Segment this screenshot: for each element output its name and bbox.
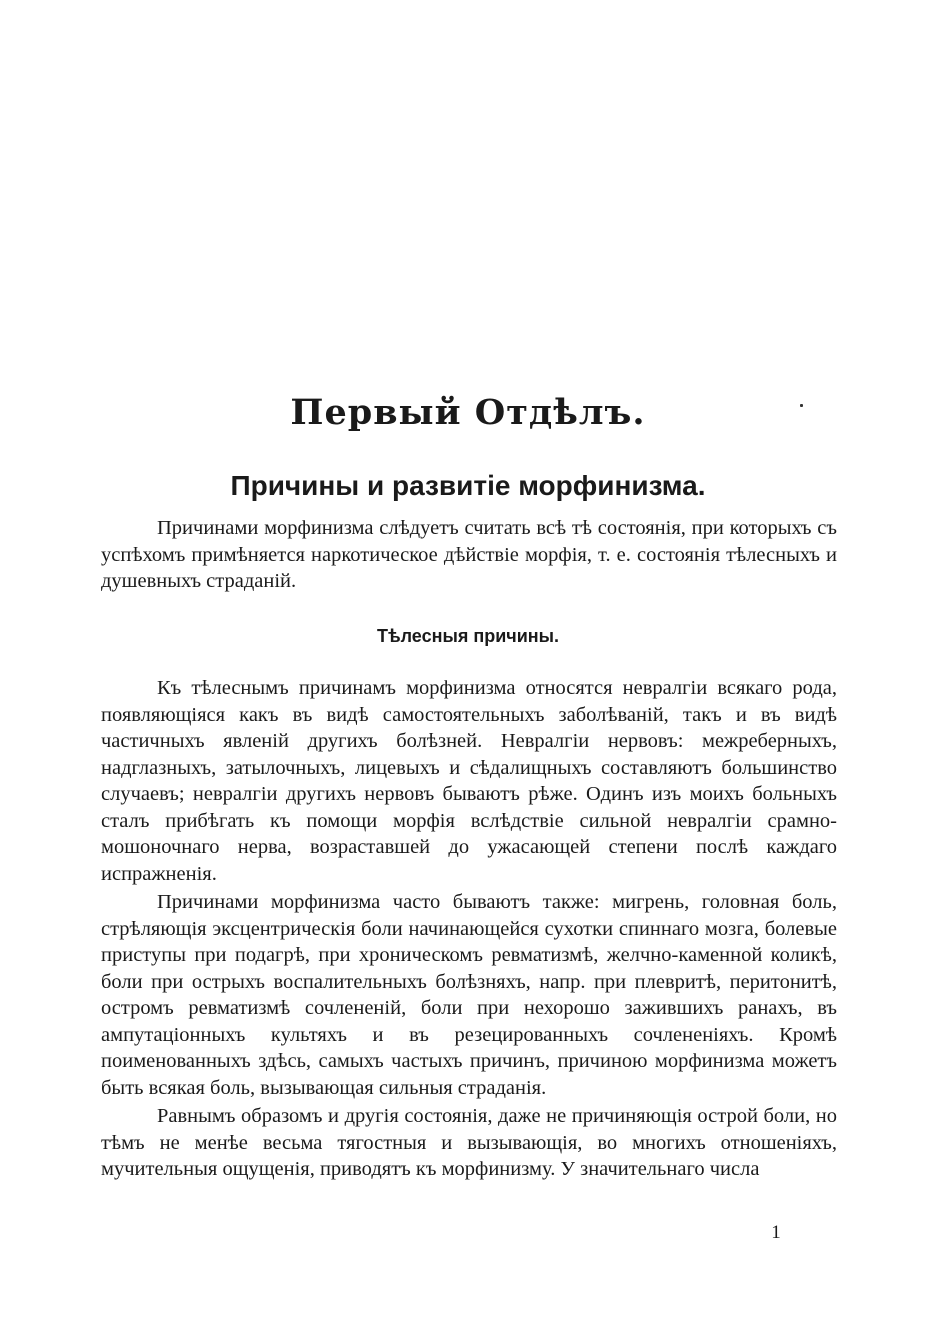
paragraph: Причинами морфинизма часто бываютъ также: мигрень, головная боль, стрѣляющія эксцентрическія боли начинающейся сухотки спиннаго мозга, болевые приступы при подагрѣ, при хроническомъ ревматизмѣ, желчно-каменной коликѣ, боли при острыхъ воспалительныхъ болѣзняхъ, напр. при плевритѣ, перитонитѣ, остромъ ревматизмѣ сочлененій, боли при нехорошо зажившихъ ранахъ, въ ампутаціонныхъ культяхъ и въ резецированныхъ сочлененіяхъ. Кромѣ поименованныхъ здѣсь, самыхъ частыхъ причинъ, причиною морфинизма можетъ быть всякая боль, вызывающая сильныя страданія. <box>101 891 837 1099</box>
intro-paragraph: Причинами морфинизма слѣдуетъ считать всѣ тѣ состоянія, при которыхъ съ успѣхомъ примѣняется наркотическое дѣйствіе морфія, т. е. состоянія тѣлесныхъ и душевныхъ страданій. <box>101 517 837 592</box>
paragraph: Къ тѣлеснымъ причинамъ морфинизма относятся невралгіи всякаго рода, появляющіяся какъ въ видѣ самостоятельныхъ заболѣваній, такъ и въ видѣ частичныхъ явленій другихъ болѣзней. Невралгіи нервовъ: межреберныхъ, надглазныхъ, затылочныхъ, лицевыхъ и сѣдалищныхъ составляютъ большинство случаевъ; невралгіи другихъ нервовъ бываютъ рѣже. Одинъ изъ моихъ больныхъ сталъ прибѣгать къ помощи морфія вслѣдствіе сильной невралгіи срамно-мошоночнаго нерва, возраставшей до ужасающей степени послѣ каждаго испражненія. <box>101 677 837 885</box>
paragraph: Равнымъ образомъ и другія состоянія, даже не причиняющія острой боли, но тѣмъ не менѣе весьма тягостныя и вызывающія, во многихъ отношеніяхъ, мучительныя ощущенія, приводятъ къ морфинизму. У значительнаго числа <box>101 1105 837 1180</box>
intro-block <box>101 515 837 597</box>
part-title: Первый Отдѣлъ. <box>290 392 646 433</box>
page-number: 1 <box>771 1222 781 1243</box>
section-heading: Тѣлесныя причины. <box>376 626 560 646</box>
chapter-title: Причины и развитіе морфинизма. <box>230 470 706 501</box>
main-text <box>101 675 837 1185</box>
